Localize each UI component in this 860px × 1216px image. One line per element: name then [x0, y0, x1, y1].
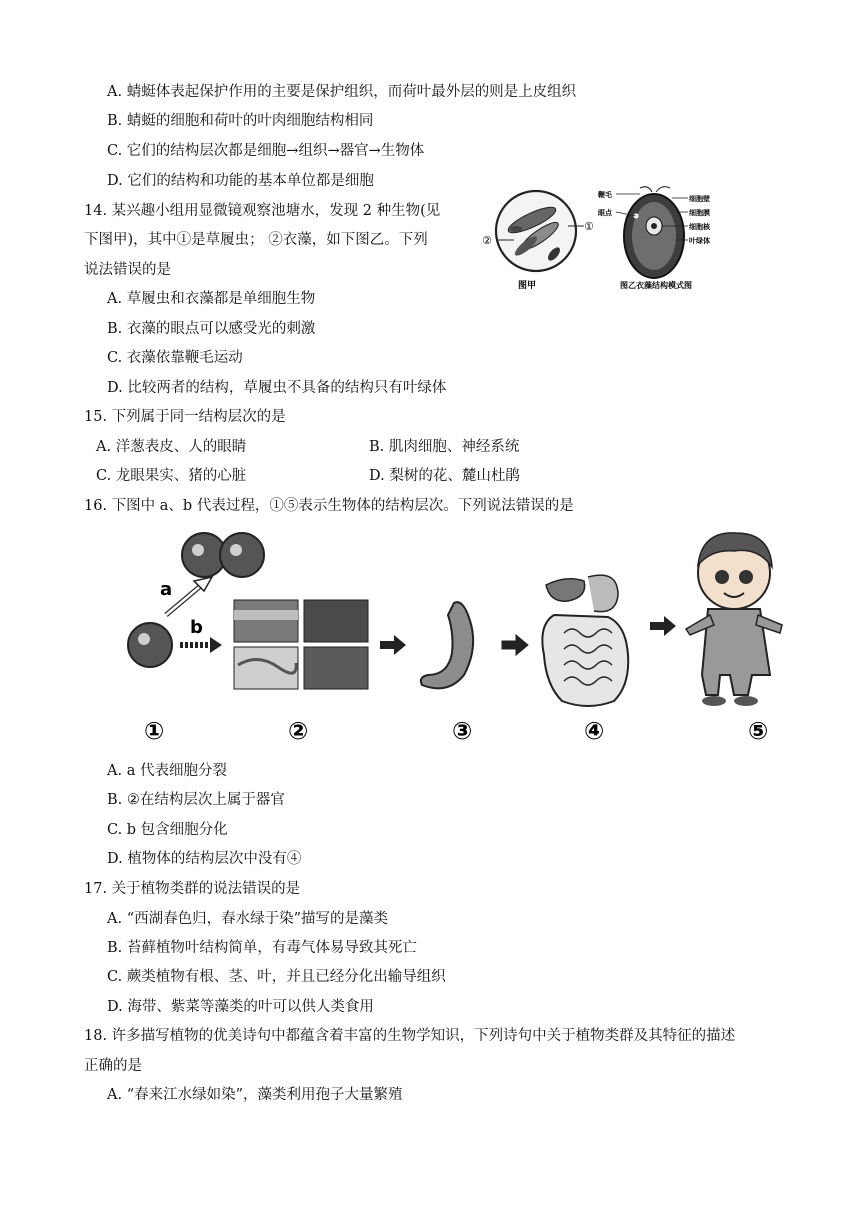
fig-number-5: ⑤ [748, 717, 769, 745]
fig-caption-left: 图甲 [518, 281, 537, 291]
q14-stem-line2: 下图甲)，其中①是草履虫； ②衣藻，如下图乙。下列 [84, 232, 428, 248]
q14-option-d: D. 比较两者的结构，草履虫不具备的结构只有叶绿体 [107, 380, 447, 396]
child-image [686, 533, 782, 706]
q18-stem-line1: 18. 许多描写植物的优美诗句中都蕴含着丰富的生物学知识，下列诗句中关于植物类群及其特征的描述 [84, 1028, 736, 1044]
microscope-view-image [496, 191, 576, 271]
q14-stem-line3: 说法错误的是 [84, 262, 171, 278]
process-label-b: b [190, 617, 203, 638]
fig-caption-right: 图乙衣藻结构模式图 [620, 281, 692, 290]
q13-option-b: B. 蜻蜓的细胞和荷叶的叶肉细胞结构相同 [107, 113, 374, 129]
label-cell-membrane: 细胞膜 [689, 209, 710, 217]
q17-option-d: D. 海带、紫菜等藻类的叶可以供人类食用 [107, 999, 374, 1015]
label-chloroplast: 叶绿体 [689, 237, 710, 245]
q15-option-a: A. 洋葱表皮、人的眼睛 [96, 439, 247, 455]
q15-stem: 15. 下列属于同一结构层次的是 [84, 409, 286, 425]
divided-cells-image [182, 533, 264, 577]
label-cell-wall: 细胞壁 [689, 195, 710, 203]
fig-number-2: ② [288, 717, 309, 745]
fig-label-2: ② [482, 234, 492, 247]
q13-option-a: A. 蜻蜓体表起保护作用的主要是保护组织，而荷叶最外层的则是上皮组织 [107, 84, 577, 100]
stomach-image [421, 602, 473, 688]
q15-option-c: C. 龙眼果实、猪的心脏 [96, 468, 247, 484]
tissues-image [234, 600, 368, 689]
q14-option-b: B. 衣藻的眼点可以感受光的刺激 [107, 321, 316, 337]
digestive-system-image [542, 575, 628, 706]
q17-stem: 17. 关于植物类群的说法错误的是 [84, 881, 301, 897]
q18-stem-line2: 正确的是 [84, 1058, 142, 1074]
q15-option-b: B. 肌肉细胞、神经系统 [369, 439, 520, 455]
chlamydomonas-image [624, 187, 684, 278]
fig-number-1: ① [144, 717, 165, 745]
label-eyespot: 眼点 [598, 209, 612, 217]
q15-option-d: D. 梨树的花、麓山杜鹃 [369, 468, 520, 484]
q13-option-c: C. 它们的结构层次都是细胞→组织→器官→生物体 [107, 143, 425, 159]
process-label-a: a [160, 579, 173, 600]
q14-stem-line1: 14. 某兴趣小组用显微镜观察池塘水，发现 2 种生物(见 [84, 203, 441, 219]
fig-number-3: ③ [452, 717, 473, 745]
q16-option-d: D. 植物体的结构层次中没有④ [107, 851, 302, 867]
fig-number-4: ④ [584, 717, 605, 745]
q18-option-a: A. “春来江水绿如染”，藻类利用孢子大量繁殖 [107, 1087, 403, 1103]
q14-figure [480, 184, 712, 292]
q16-stem: 16. 下图中 a、b 代表过程，①⑤表示生物体的结构层次。下列说法错误的是 [84, 498, 574, 514]
q17-option-a: A. “西湖春色归，春水绿于染”描写的是藻类 [107, 911, 389, 927]
single-cell-image [128, 623, 172, 667]
q14-option-a: A. 草履虫和衣藻都是单细胞生物 [107, 291, 316, 307]
q17-option-c: C. 蕨类植物有根、茎、叶，并且已经分化出输导组织 [107, 969, 446, 985]
q16-option-a: A. a 代表细胞分裂 [107, 763, 227, 779]
q16-option-b: B. ②在结构层次上属于器官 [107, 792, 285, 808]
q16-option-c: C. b 包含细胞分化 [107, 822, 228, 838]
label-flagellum: 鞭毛 [598, 191, 612, 199]
label-nucleus: 细胞核 [689, 223, 710, 231]
q17-option-b: B. 苔藓植物叶结构简单，有毒气体易导致其死亡 [107, 940, 417, 956]
q13-option-d: D. 它们的结构和功能的基本单位都是细胞 [107, 173, 374, 189]
q14-option-c: C. 衣藻依靠鞭毛运动 [107, 350, 243, 366]
fig-label-1: ① [584, 220, 594, 233]
q16-figure [118, 525, 798, 750]
